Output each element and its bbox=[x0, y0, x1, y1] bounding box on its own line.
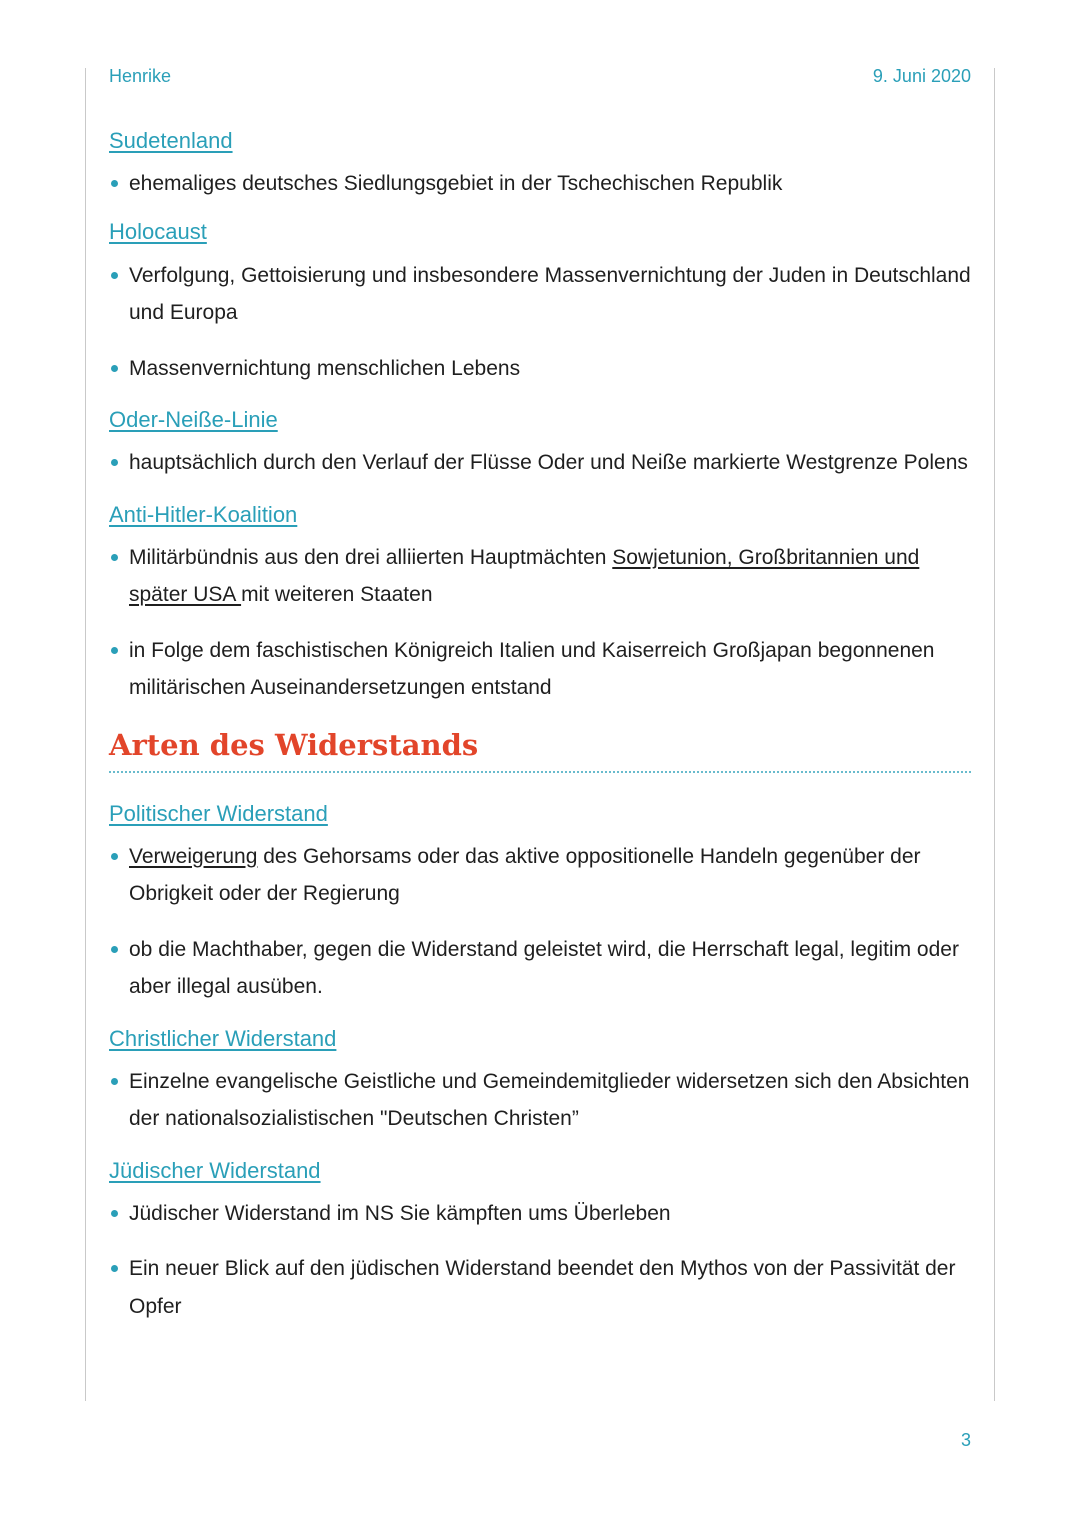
section-title: Arten des Widerstands bbox=[109, 727, 479, 762]
document-content bbox=[109, 126, 971, 1325]
bullet-list bbox=[109, 165, 971, 203]
section-heading bbox=[109, 725, 971, 773]
glossary-entry-sudetenland bbox=[109, 126, 971, 203]
page-header bbox=[109, 66, 971, 92]
document-date: 9. Juni 2020 bbox=[872, 66, 971, 86]
bullet-list bbox=[109, 1063, 971, 1138]
bullet-list bbox=[109, 444, 971, 482]
underlined-text: Verweigerung bbox=[129, 844, 258, 868]
dotted-divider bbox=[109, 771, 971, 773]
bullet-item: Verfolgung, Gettoisierung und insbesondere Massenvernichtung der Juden in Deutschland und Europa bbox=[109, 257, 971, 332]
bullet-list bbox=[109, 1195, 971, 1326]
bullet-item: Einzelne evangelische Geistliche und Gemeindemitglieder widersetzen sich den Absichten der nationalsozialistischen "Deutschen Christen” bbox=[109, 1063, 971, 1138]
term-oder-neisse-linie[interactable]: Oder-Neiße-Linie bbox=[109, 407, 278, 432]
glossary-entry-holocaust bbox=[109, 217, 971, 388]
term-anti-hitler-koalition[interactable]: Anti-Hitler-Koalition bbox=[109, 501, 298, 527]
bullet-item: Jüdischer Widerstand im NS Sie kämpften ums Überleben bbox=[109, 1195, 971, 1233]
bullet-item: Ein neuer Blick auf den jüdischen Widerstand beendet den Mythos von der Passivität der Opfer bbox=[109, 1250, 971, 1325]
term-juedischer-widerstand[interactable]: Jüdischer Widerstand bbox=[109, 1157, 321, 1183]
page-number: 3 bbox=[960, 1430, 971, 1450]
glossary-entry-anti-hitler bbox=[109, 500, 971, 707]
glossary-entry-jewish bbox=[109, 1156, 971, 1326]
bullet-list bbox=[109, 838, 971, 1006]
bullet-item: ehemaliges deutsches Siedlungsgebiet in der Tschechischen Republik bbox=[109, 165, 971, 203]
term-politischer-widerstand[interactable]: Politischer Widerstand bbox=[109, 800, 328, 826]
term-christlicher-widerstand[interactable]: Christlicher Widerstand bbox=[109, 1025, 337, 1051]
bullet-item: ob die Machthaber, gegen die Widerstand geleistet wird, die Herrschaft legal, legitim oder aber illegal ausüben. bbox=[109, 931, 971, 1006]
glossary-entry-political bbox=[109, 799, 971, 1006]
bullet-text: Militärbündnis aus den drei alliierten Hauptmächten bbox=[129, 545, 613, 569]
right-margin-line bbox=[994, 68, 995, 1401]
bullet-text: des Gehorsams oder das aktive oppositionelle Handeln gegenüber der Obrigkeit oder der Regierung bbox=[129, 844, 921, 905]
bullet-item: hauptsächlich durch den Verlauf der Flüsse Oder und Neiße markierte Westgrenze Polens bbox=[109, 444, 971, 482]
bullet-item: in Folge dem faschistischen Königreich Italien und Kaiserreich Großjapan begonnenen militärischen Auseinandersetzungen entstand bbox=[109, 632, 971, 707]
bullet-list bbox=[109, 257, 971, 388]
bullet-item bbox=[109, 838, 971, 913]
glossary-entry-christian bbox=[109, 1024, 971, 1138]
bullet-item bbox=[109, 539, 971, 614]
author-name: Henrike bbox=[109, 66, 172, 86]
term-holocaust[interactable]: Holocaust bbox=[109, 218, 207, 244]
glossary-entry-oder-neisse bbox=[109, 405, 971, 482]
left-margin-line bbox=[85, 68, 86, 1401]
bullet-item: Massenvernichtung menschlichen Lebens bbox=[109, 350, 971, 388]
term-sudetenland[interactable]: Sudetenland bbox=[109, 128, 233, 153]
underlined-text: Sowjetunion, Großbritannien und später USA bbox=[129, 545, 920, 606]
bullet-text: mit weiteren Staaten bbox=[241, 583, 433, 606]
bullet-list bbox=[109, 539, 971, 707]
